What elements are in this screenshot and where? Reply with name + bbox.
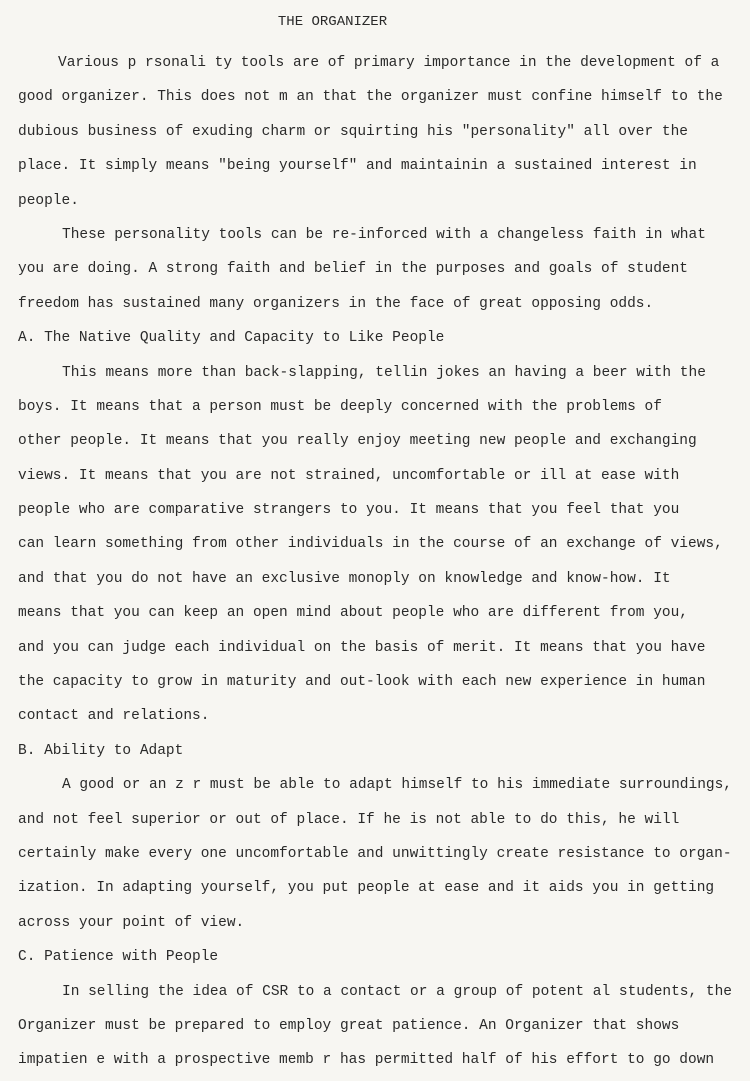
text-line: and you can judge each individual on the basis of merit. It means that you have	[18, 639, 706, 656]
text-line: you are doing. A strong faith and belief in the purposes and goals of student	[18, 261, 689, 278]
text-line: and that you do not have an exclusive monoply on knowledge and know-how. It	[18, 570, 671, 587]
text-line: freedom has sustained many organizers in the face of great opposing odds.	[18, 295, 654, 312]
document-title: THE ORGANIZER	[277, 14, 388, 30]
text-line: place. It simply means "being yourself" and maintainin a sustained interest in	[18, 158, 697, 175]
text-line: can learn something from other individuals in the course of an exchange of views,	[18, 536, 723, 553]
document-body	[18, 46, 733, 1078]
text-line: means that you can keep an open mind about people who are different from you,	[18, 605, 689, 622]
text-line: These personality tools can be re-inforced with a changeless faith in what	[62, 226, 706, 243]
text-line: boys. It means that a person must be deeply concerned with the problems of	[18, 398, 662, 415]
section-heading: C. Patience with People	[18, 949, 219, 966]
text-line: impatien e with a prospective memb r has permitted half of his effort to go down	[18, 1052, 715, 1069]
text-line: people who are comparative strangers to you. It means that you feel that you	[18, 502, 680, 519]
text-line: contact and relations.	[18, 708, 210, 725]
text-line: dubious business of exuding charm or squirting his "personality" all over the	[18, 123, 689, 140]
text-line: across your point of view.	[18, 914, 245, 931]
text-line: This means more than back-slapping, tellin jokes an having a beer with the	[62, 364, 706, 381]
text-line: people.	[18, 192, 79, 209]
section-heading: B. Ability to Adapt	[18, 742, 184, 759]
text-line: good organizer. This does not m an that the organizer must confine himself to the	[18, 89, 723, 106]
text-line: other people. It means that you really enjoy meeting new people and exchanging	[18, 433, 697, 450]
text-line: the capacity to grow in maturity and out-look with each new experience in human	[18, 674, 706, 691]
text-line: Organizer must be prepared to employ great patience. An Organizer that shows	[18, 1017, 680, 1034]
text-line: In selling the idea of CSR to a contact or a group of potent al students, the	[62, 983, 733, 1000]
text-line: ization. In adapting yourself, you put people at ease and it aids you in getting	[18, 880, 715, 897]
text-line: views. It means that you are not strained, uncomfortable or ill at ease with	[18, 467, 680, 484]
text-line: Various p rsonali ty tools are of primary importance in the development of a	[58, 55, 720, 71]
section-heading: A. The Native Quality and Capacity to Like People	[18, 330, 445, 347]
text-line: A good or an z r must be able to adapt himself to his immediate surroundings,	[62, 777, 733, 794]
text-line: certainly make every one uncomfortable and unwittingly create resistance to organ-	[18, 845, 732, 862]
text-line: and not feel superior or out of place. If he is not able to do this, he will	[18, 811, 680, 828]
